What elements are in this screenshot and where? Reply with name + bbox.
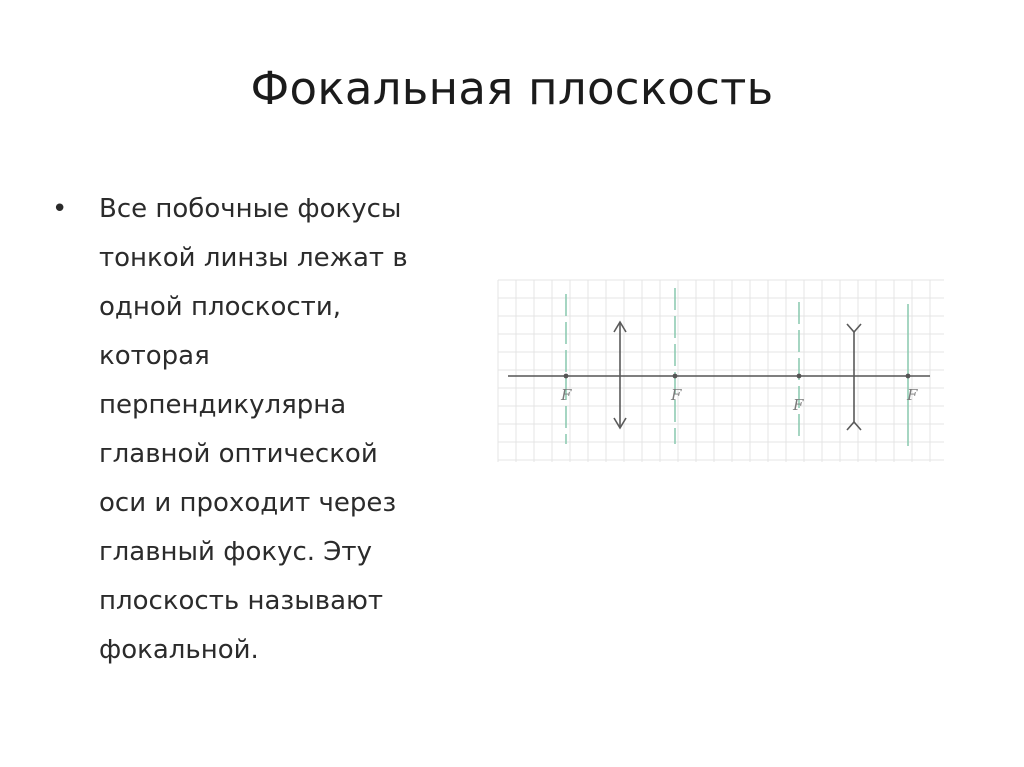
bullet-marker: • xyxy=(52,194,68,224)
slide-title: Фокальная плоскость xyxy=(250,62,774,115)
bullet-line: фокальной. xyxy=(99,635,259,665)
focus-point xyxy=(797,374,802,379)
focus-point xyxy=(564,374,569,379)
bullet-list xyxy=(52,185,492,675)
diagram-svg xyxy=(494,276,948,466)
focus-point xyxy=(906,374,911,379)
bullet-line: которая xyxy=(99,341,210,371)
focus-label: F xyxy=(907,386,918,404)
bullet-text xyxy=(99,185,489,675)
focus-label: F xyxy=(561,386,572,404)
focus-label: F xyxy=(793,396,804,414)
bullet-line: оси и проходит через xyxy=(99,488,397,518)
bullet-line: тонкой линзы лежат в xyxy=(99,243,408,273)
focus-label: F xyxy=(671,386,682,404)
grid-paper xyxy=(498,280,944,462)
bullet-line: одной плоскости, xyxy=(99,292,341,322)
bullet-line: плоскость называют xyxy=(99,586,384,616)
bullet-line: перпендикулярна xyxy=(99,390,347,420)
bullet-line: Все побочные фокусы xyxy=(99,194,402,224)
diverging-lens-icon xyxy=(847,324,861,430)
focal-plane-diagram xyxy=(494,276,948,466)
bullet-line: главной оптической xyxy=(99,439,378,469)
bullet-line: главный фокус. Эту xyxy=(99,537,372,567)
focus-point xyxy=(673,374,678,379)
